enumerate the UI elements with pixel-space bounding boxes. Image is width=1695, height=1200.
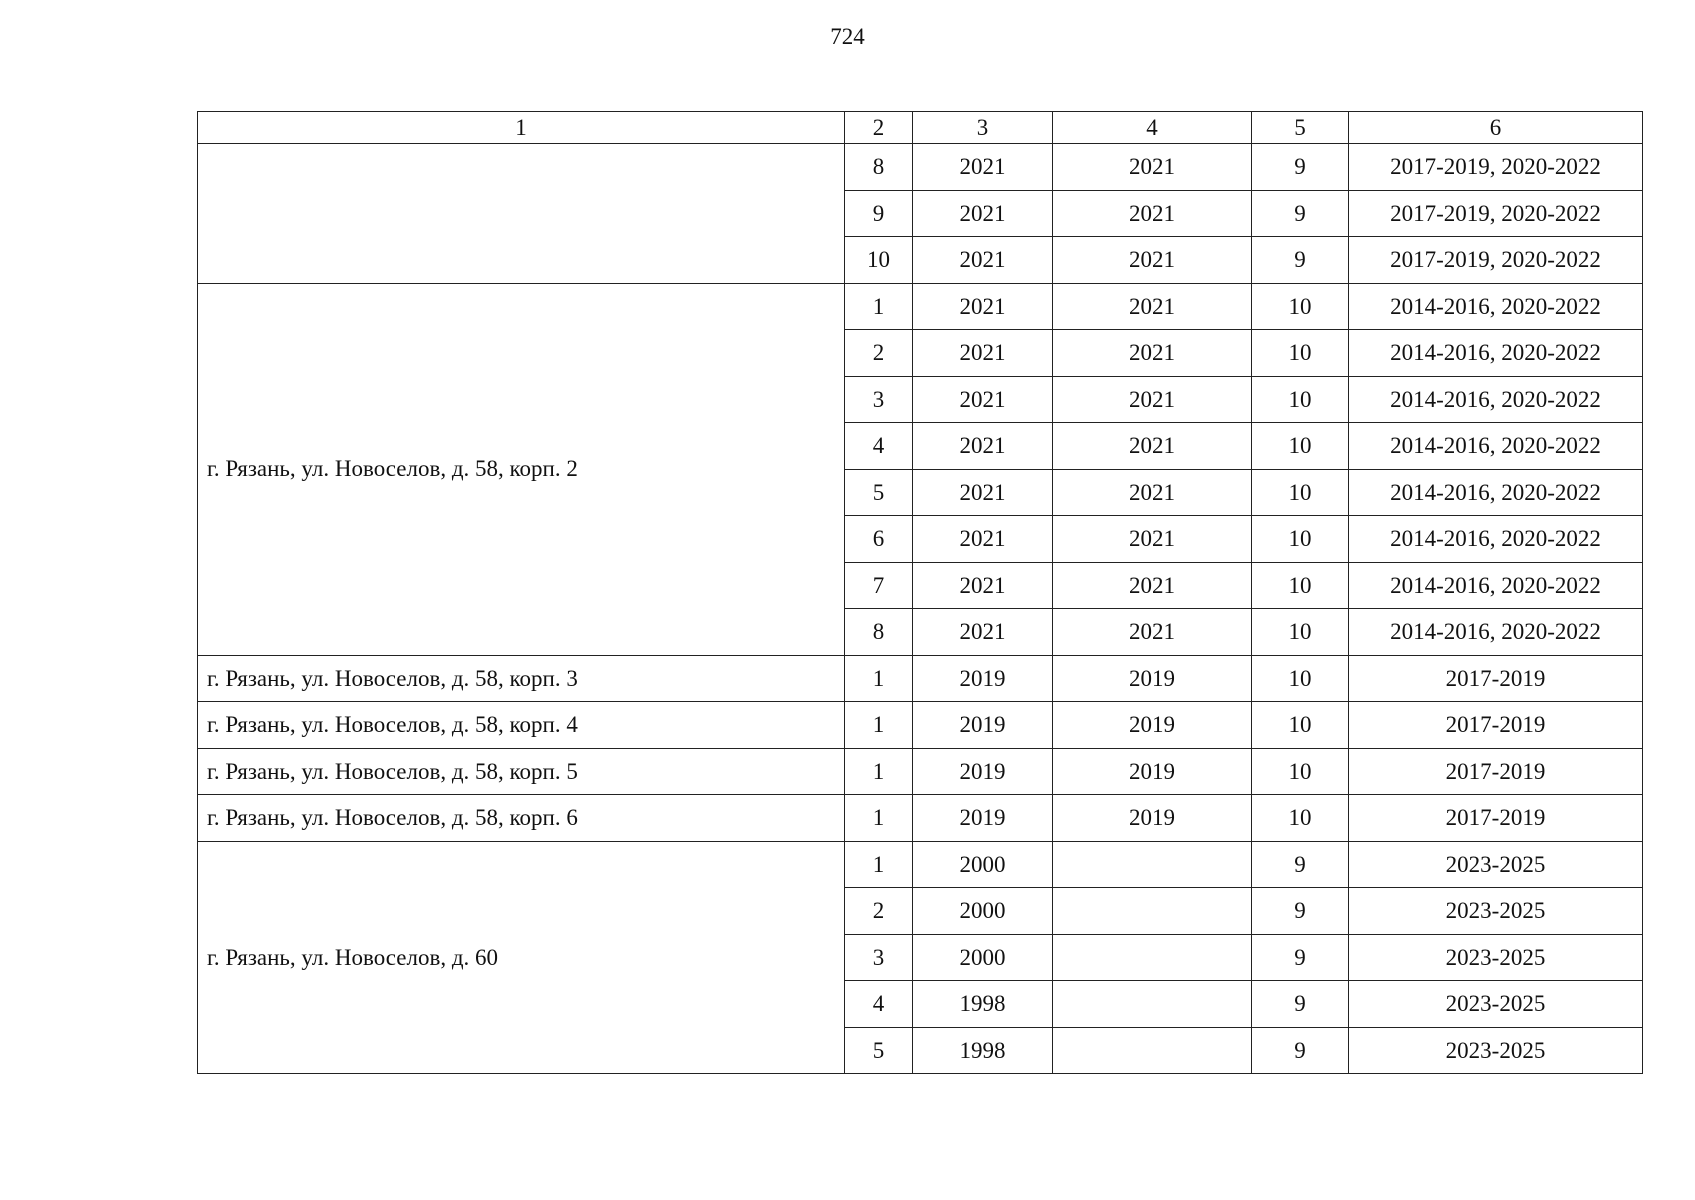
table-cell: 9 — [1252, 981, 1349, 1028]
table-cell: 9 — [1252, 237, 1349, 284]
table-cell: 9 — [845, 190, 913, 237]
table-cell: 2000 — [913, 888, 1053, 935]
table-cell: 2021 — [1053, 330, 1252, 377]
table-cell: 1 — [845, 655, 913, 702]
table-cell: 10 — [1252, 795, 1349, 842]
table-cell: 2023-2025 — [1349, 841, 1643, 888]
column-header: 2 — [845, 112, 913, 144]
table-cell: 2019 — [913, 795, 1053, 842]
table-cell: 2021 — [913, 562, 1053, 609]
table-cell: 8 — [845, 144, 913, 191]
table-cell: 2 — [845, 888, 913, 935]
table-cell: 1 — [845, 748, 913, 795]
column-header: 3 — [913, 112, 1053, 144]
table-cell: 2021 — [1053, 562, 1252, 609]
table-row — [198, 795, 1643, 842]
table-cell: 2019 — [913, 702, 1053, 749]
table-cell: 2021 — [913, 609, 1053, 656]
table-cell: 2017-2019, 2020-2022 — [1349, 144, 1643, 191]
table-cell: 8 — [845, 609, 913, 656]
table-cell: 1 — [845, 283, 913, 330]
table-cell: 2017-2019 — [1349, 702, 1643, 749]
table-cell: 2 — [845, 330, 913, 377]
table-cell: 2021 — [913, 190, 1053, 237]
table-cell — [1053, 888, 1252, 935]
table-row — [198, 144, 1643, 191]
table-cell: 10 — [1252, 748, 1349, 795]
table-cell: 10 — [1252, 469, 1349, 516]
table-cell: 2023-2025 — [1349, 1027, 1643, 1074]
address-cell: г. Рязань, ул. Новоселов, д. 58, корп. 6 — [198, 795, 845, 842]
table-cell: 9 — [1252, 841, 1349, 888]
column-header: 6 — [1349, 112, 1643, 144]
table-cell: 2014-2016, 2020-2022 — [1349, 516, 1643, 563]
table-row — [198, 655, 1643, 702]
address-cell: г. Рязань, ул. Новоселов, д. 58, корп. 2 — [198, 283, 845, 655]
table-cell: 2017-2019 — [1349, 655, 1643, 702]
table-cell: 2019 — [1053, 748, 1252, 795]
table-cell: 2014-2016, 2020-2022 — [1349, 376, 1643, 423]
table-cell: 9 — [1252, 1027, 1349, 1074]
table-cell: 3 — [845, 934, 913, 981]
column-header: 1 — [198, 112, 845, 144]
address-cell — [198, 144, 845, 284]
table-cell: 10 — [1252, 423, 1349, 470]
table-cell: 2021 — [913, 516, 1053, 563]
table-cell: 2014-2016, 2020-2022 — [1349, 562, 1643, 609]
table-body — [198, 144, 1643, 1074]
table-cell: 2019 — [1053, 655, 1252, 702]
table-row — [198, 748, 1643, 795]
table-cell: 2017-2019 — [1349, 748, 1643, 795]
address-cell: г. Рязань, ул. Новоселов, д. 58, корп. 4 — [198, 702, 845, 749]
table-cell: 2023-2025 — [1349, 981, 1643, 1028]
table-cell: 2021 — [913, 237, 1053, 284]
table-cell: 10 — [1252, 609, 1349, 656]
table-cell: 9 — [1252, 934, 1349, 981]
table-cell: 2014-2016, 2020-2022 — [1349, 609, 1643, 656]
table-cell: 2014-2016, 2020-2022 — [1349, 423, 1643, 470]
table-cell: 5 — [845, 1027, 913, 1074]
table-cell: 2019 — [913, 748, 1053, 795]
table-header-row — [198, 112, 1643, 144]
table-cell: 3 — [845, 376, 913, 423]
table-cell: 10 — [1252, 330, 1349, 377]
table-cell: 10 — [845, 237, 913, 284]
table-cell: 5 — [845, 469, 913, 516]
table-cell: 2017-2019, 2020-2022 — [1349, 190, 1643, 237]
table-cell: 9 — [1252, 888, 1349, 935]
table-cell: 9 — [1252, 144, 1349, 191]
table-cell: 9 — [1252, 190, 1349, 237]
table-cell: 2023-2025 — [1349, 934, 1643, 981]
column-header: 4 — [1053, 112, 1252, 144]
table-cell: 2019 — [1053, 702, 1252, 749]
address-cell: г. Рязань, ул. Новоселов, д. 58, корп. 5 — [198, 748, 845, 795]
table-cell: 2017-2019 — [1349, 795, 1643, 842]
table-cell: 2021 — [1053, 237, 1252, 284]
table-cell: 2021 — [1053, 423, 1252, 470]
table-cell: 1998 — [913, 1027, 1053, 1074]
table-cell: 4 — [845, 981, 913, 1028]
table-cell: 2021 — [1053, 376, 1252, 423]
table-cell: 2023-2025 — [1349, 888, 1643, 935]
table-cell — [1053, 981, 1252, 1028]
table-cell: 2021 — [913, 144, 1053, 191]
table-cell: 6 — [845, 516, 913, 563]
table-cell: 2021 — [1053, 516, 1252, 563]
table-cell: 10 — [1252, 516, 1349, 563]
address-cell: г. Рязань, ул. Новоселов, д. 60 — [198, 841, 845, 1074]
table-cell: 2017-2019, 2020-2022 — [1349, 237, 1643, 284]
page-number: 724 — [830, 24, 865, 49]
table-row — [198, 702, 1643, 749]
table-cell: 10 — [1252, 702, 1349, 749]
table-cell: 2021 — [913, 376, 1053, 423]
table-cell: 1 — [845, 841, 913, 888]
table-cell: 2021 — [913, 283, 1053, 330]
table-cell: 10 — [1252, 655, 1349, 702]
table-cell: 2014-2016, 2020-2022 — [1349, 330, 1643, 377]
table-cell: 2021 — [1053, 144, 1252, 191]
table-cell: 10 — [1252, 283, 1349, 330]
table-cell: 2014-2016, 2020-2022 — [1349, 469, 1643, 516]
table-cell: 2021 — [1053, 190, 1252, 237]
table-cell: 2021 — [1053, 469, 1252, 516]
table-cell: 2021 — [1053, 283, 1252, 330]
address-cell: г. Рязань, ул. Новоселов, д. 58, корп. 3 — [198, 655, 845, 702]
column-header: 5 — [1252, 112, 1349, 144]
table-cell: 1998 — [913, 981, 1053, 1028]
table-cell: 1 — [845, 795, 913, 842]
table-cell: 2019 — [913, 655, 1053, 702]
table-cell: 10 — [1252, 376, 1349, 423]
table-cell — [1053, 841, 1252, 888]
table-row — [198, 841, 1643, 888]
table-cell: 1 — [845, 702, 913, 749]
data-table — [197, 111, 1643, 1074]
table-cell: 10 — [1252, 562, 1349, 609]
table-cell: 2021 — [913, 469, 1053, 516]
table-cell: 2000 — [913, 841, 1053, 888]
table-cell — [1053, 1027, 1252, 1074]
table-cell: 2019 — [1053, 795, 1252, 842]
table-cell: 2021 — [913, 423, 1053, 470]
table-cell: 4 — [845, 423, 913, 470]
table-cell: 2021 — [1053, 609, 1252, 656]
table-cell — [1053, 934, 1252, 981]
table-cell: 7 — [845, 562, 913, 609]
table-cell: 2000 — [913, 934, 1053, 981]
table-row — [198, 283, 1643, 330]
table-cell: 2021 — [913, 330, 1053, 377]
table-cell: 2014-2016, 2020-2022 — [1349, 283, 1643, 330]
